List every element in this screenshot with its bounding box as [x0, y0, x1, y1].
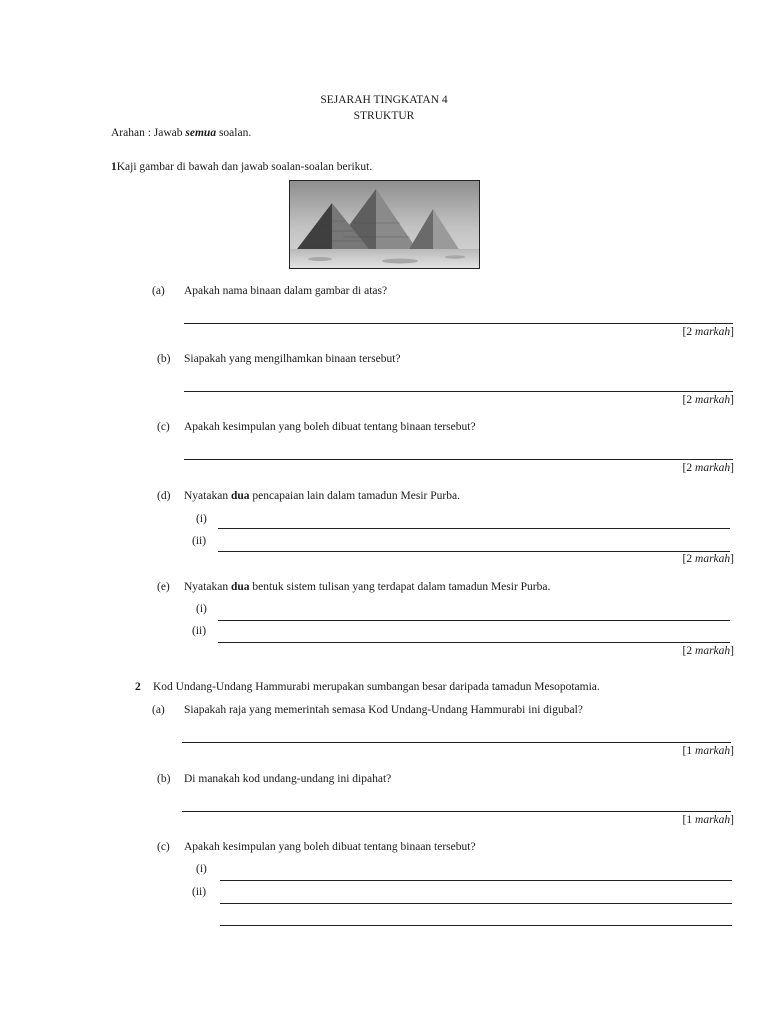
marks-word: markah: [695, 394, 731, 406]
marks-word: markah: [695, 326, 731, 338]
q2c-ii-answer-line[interactable]: [220, 903, 732, 904]
instruction-suffix: soalan.: [216, 127, 252, 139]
q2b-marks: [683, 814, 734, 826]
q1d-label: (d): [157, 490, 171, 502]
q1e-text-after: bentuk sistem tulisan yang terdapat dalam tamadun Mesir Purba.: [249, 581, 551, 593]
instruction: [111, 127, 251, 139]
q2c-label: (c): [157, 841, 170, 853]
marks-word: markah: [695, 745, 731, 757]
q1b-answer-line[interactable]: [184, 391, 733, 392]
q1b-label: (b): [157, 353, 171, 365]
pyramids-image: [290, 181, 479, 268]
q2c-i-answer-line[interactable]: [220, 880, 732, 881]
q1c-answer-line[interactable]: [184, 459, 733, 460]
q1e-label: (e): [157, 581, 170, 593]
q1a-answer-line[interactable]: [184, 323, 733, 324]
q1e-text-bold: dua: [230, 581, 250, 593]
pyramids-photo: [289, 180, 480, 269]
marks-close: ]: [730, 645, 734, 657]
q2c-text: Apakah kesimpulan yang boleh dibuat tentang binaan tersebut?: [184, 841, 476, 853]
marks-close: ]: [730, 394, 734, 406]
page-title: SEJARAH TINGKATAN 4: [320, 94, 448, 106]
q1d-i-label: (i): [196, 513, 207, 525]
q2c-i-label: (i): [196, 863, 207, 875]
question-1-text: Kaji gambar di bawah dan jawab soalan-soalan berikut.: [116, 161, 373, 173]
question-2-text: Kod Undang-Undang Hammurabi merupakan sumbangan besar daripada tamadun Mesopotamia.: [153, 681, 600, 693]
instruction-prefix: Arahan : Jawab: [111, 127, 186, 139]
q1a-label: (a): [152, 285, 165, 297]
marks-number: [1: [682, 814, 696, 826]
q1a-marks: [683, 326, 734, 338]
q1e-i-answer-line[interactable]: [218, 620, 730, 621]
marks-close: ]: [730, 814, 734, 826]
marks-number: [2: [682, 645, 696, 657]
marks-word: markah: [695, 645, 731, 657]
q1b-text: Siapakah yang mengilhamkan binaan tersebut?: [184, 353, 401, 365]
q2b-text: Di manakah kod undang-undang ini dipahat?: [184, 773, 392, 785]
question-1-stem: [111, 161, 372, 173]
q2b-label: (b): [157, 773, 171, 785]
q1e-text: [184, 581, 550, 593]
marks-close: ]: [730, 745, 734, 757]
q1e-ii-label: (ii): [192, 625, 207, 637]
marks-number: [2: [682, 462, 696, 474]
q2a-answer-line[interactable]: [182, 742, 731, 743]
question-2-number: 2: [135, 681, 141, 693]
instruction-emphasis: semua: [185, 127, 217, 139]
q1d-text: [184, 490, 460, 502]
q2a-marks: [683, 745, 734, 757]
page-subtitle: STRUKTUR: [353, 110, 415, 122]
marks-number: [2: [682, 553, 696, 565]
marks-close: ]: [730, 462, 734, 474]
q2b-answer-line[interactable]: [182, 811, 731, 812]
q2c-extra-answer-line[interactable]: [220, 925, 732, 926]
marks-number: [2: [682, 326, 696, 338]
marks-word: markah: [695, 814, 731, 826]
q1e-ii-answer-line[interactable]: [218, 642, 730, 643]
q1b-marks: [683, 394, 734, 406]
q1e-marks: [683, 645, 734, 657]
question-1-number: 1: [111, 161, 117, 173]
q1d-text-after: pencapaian lain dalam tamadun Mesir Purba.: [249, 490, 460, 502]
q1c-text: Apakah kesimpulan yang boleh dibuat tentang binaan tersebut?: [184, 421, 476, 433]
marks-word: markah: [695, 462, 731, 474]
q1d-text-before: Nyatakan: [184, 490, 231, 502]
q2a-text: Siapakah raja yang memerintah semasa Kod Undang-Undang Hammurabi ini digubal?: [184, 704, 583, 716]
q1d-marks: [683, 553, 734, 565]
q1d-text-bold: dua: [230, 490, 250, 502]
q1c-marks: [683, 462, 734, 474]
marks-close: ]: [730, 326, 734, 338]
q2c-ii-label: (ii): [192, 886, 207, 898]
marks-number: [1: [682, 745, 696, 757]
marks-word: markah: [695, 553, 731, 565]
q1d-i-answer-line[interactable]: [218, 528, 730, 529]
q1e-i-label: (i): [196, 603, 207, 615]
q1d-ii-answer-line[interactable]: [218, 551, 730, 552]
q1c-label: (c): [157, 421, 170, 433]
q1e-text-before: Nyatakan: [184, 581, 231, 593]
q1a-text: Apakah nama binaan dalam gambar di atas?: [184, 285, 388, 297]
marks-number: [2: [682, 394, 696, 406]
q1d-ii-label: (ii): [192, 535, 207, 547]
q2a-label: (a): [152, 704, 165, 716]
marks-close: ]: [730, 553, 734, 565]
